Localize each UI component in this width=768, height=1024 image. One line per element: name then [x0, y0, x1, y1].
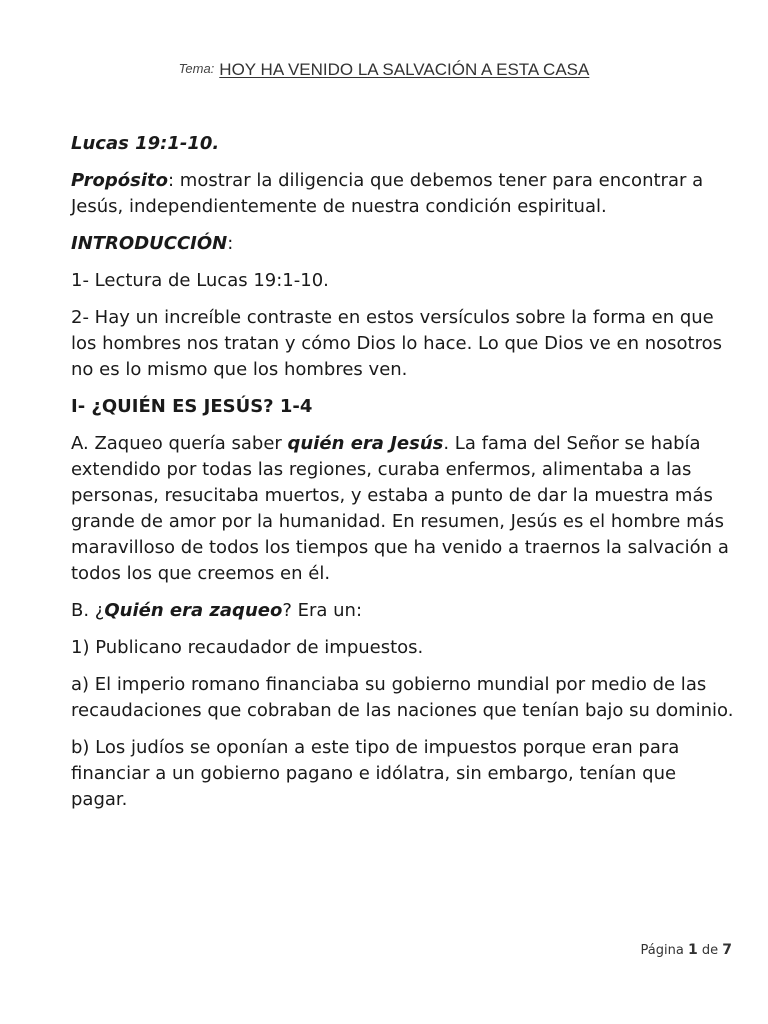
point-1: 1) Publicano recaudador de impuestos.: [71, 637, 424, 658]
paragraph-a: [71, 431, 735, 587]
topic-title: HOY HA VENIDO LA SALVACIÓN A ESTA CASA: [219, 60, 590, 79]
introduction-heading: [71, 231, 735, 257]
paragraph-a-rest: . La fama del Señor se había extendido por todas las regiones, curaba enfermos, alimentaba a las personas, resucitaba muertos, y estaba a punto de dar la muestra más grande de amor por la humanidad. En resumen, Jesús es el hombre más maravilloso de todos los tiempos que ha venido a traernos la salvación a todos los que creemos en él.: [71, 433, 729, 584]
paragraph-b-prefix: B. ¿: [71, 600, 105, 621]
section-1-heading: I- ¿QUIÉN ES JESÚS? 1-4: [71, 396, 313, 417]
point-a: a) El imperio romano financiaba su gobierno mundial por medio de las recaudaciones que cobraban de las naciones que tenían bajo su dominio.: [71, 674, 734, 721]
paragraph-b-emphasis: Quién era zaqueo: [104, 600, 283, 621]
purpose-paragraph: [71, 168, 735, 220]
purpose-label: Propósito: [71, 170, 168, 191]
paragraph-b-rest: ? Era un:: [282, 600, 363, 621]
point-b: b) Los judíos se oponían a este tipo de impuestos porque eran para financiar a un gobierno pagano e idólatra, sin embargo, tenían que pagar.: [71, 737, 680, 810]
purpose-text: : mostrar la diligencia que debemos tener para encontrar a Jesús, independientemente de nuestra condición espiritual.: [71, 170, 704, 217]
intro-item-2: 2- Hay un increíble contraste en estos versículos sobre la forma en que los hombres nos tratan y cómo Dios lo hace. Lo que Dios ve en nosotros no es lo mismo que los hombres ven.: [71, 307, 722, 380]
intro-item-1: 1- Lectura de Lucas 19:1-10.: [71, 270, 329, 291]
page-current: 1: [687, 942, 698, 958]
paragraph-b: [71, 598, 735, 624]
of-word: de: [701, 943, 719, 958]
page-total: 7: [722, 942, 732, 958]
topic-label: Tema:: [178, 61, 215, 76]
introduction-label: INTRODUCCIÓN: [71, 233, 228, 254]
introduction-colon: :: [227, 233, 234, 254]
page-word: Página: [640, 943, 684, 958]
scripture-reference-text: Lucas 19:1-10.: [71, 133, 220, 154]
scripture-reference: [71, 131, 735, 157]
page-header: [0, 60, 768, 80]
paragraph-a-emphasis: quién era Jesús: [287, 433, 444, 454]
page-number-footer: [641, 942, 732, 958]
document-body: [71, 131, 735, 824]
paragraph-a-prefix: A. Zaqueo quería saber: [71, 433, 288, 454]
